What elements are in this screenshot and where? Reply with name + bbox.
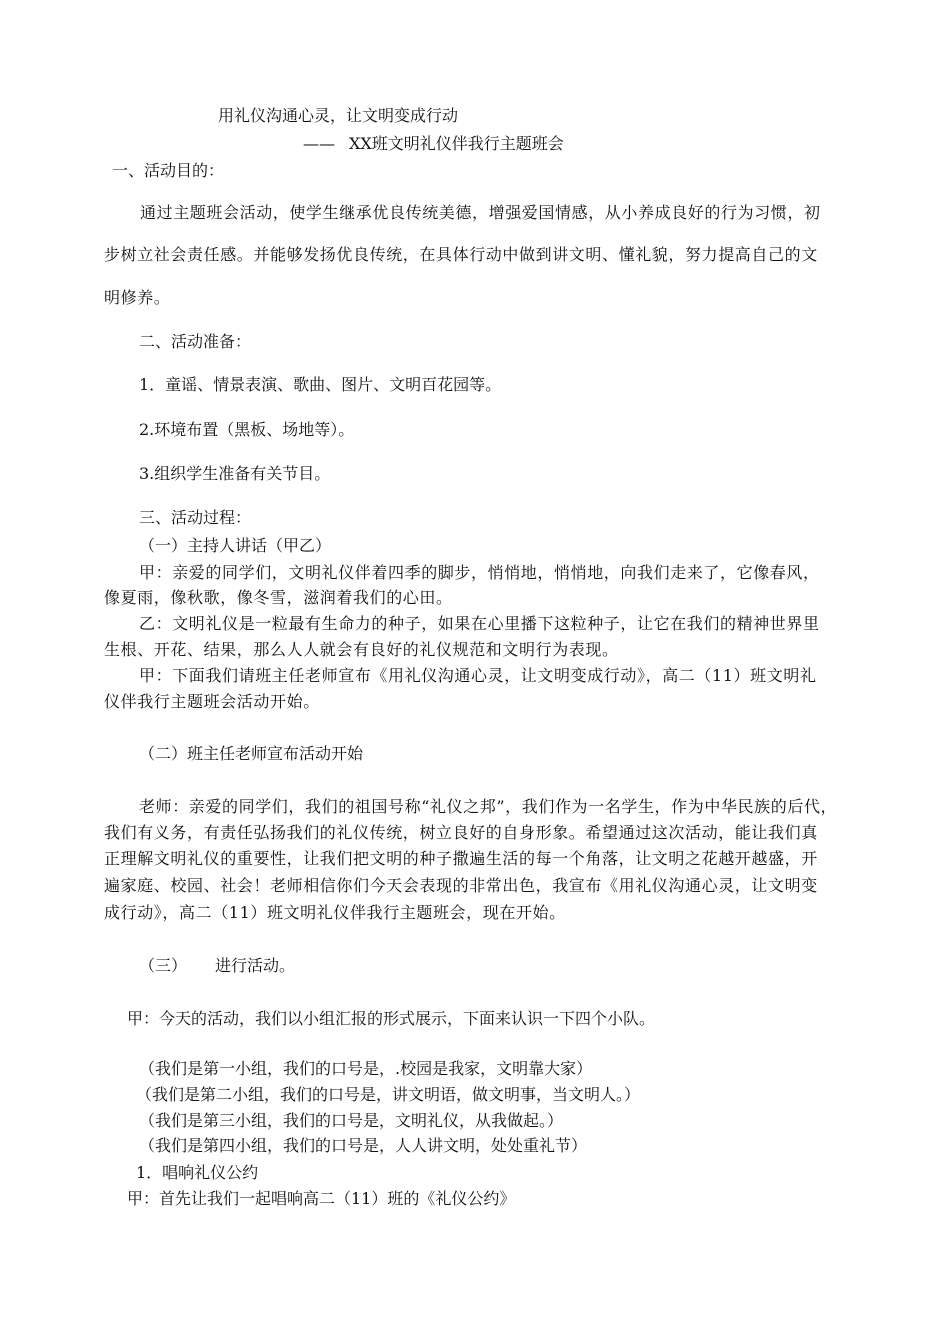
prep-item-3: 3.组织学生准备有关节目。 xyxy=(139,464,331,483)
subsection-1-heading: （一）主持人讲话（甲乙） xyxy=(139,536,332,555)
host-b-line2: 生根、开花、结果，那么人人就会有良好的礼仪规范和文明行为表现。 xyxy=(104,640,619,659)
teacher-line1: 老师：亲爱的同学们，我们的祖国号称“礼仪之邦”，我们作为一名学生，作为中华民族的后代， xyxy=(139,797,838,816)
host-a3-line: 甲：今天的活动，我们以小组汇报的形式展示，下面来认识一下四个小队。 xyxy=(127,1009,656,1028)
section1-heading: 一、活动目的： xyxy=(112,161,225,180)
group-3-slogan: （我们是第三小组，我们的口号是，文明礼仪，从我做起。） xyxy=(139,1111,564,1130)
subsection-3-heading xyxy=(139,956,295,976)
group-4-slogan: （我们是第四小组，我们的口号是，人人讲文明，处处重礼节） xyxy=(139,1136,588,1155)
step-1-heading: 1．唱响礼仪公约 xyxy=(136,1163,259,1182)
document-subtitle xyxy=(303,134,564,154)
group-1-slogan: （我们是第一小组，我们的口号是，.校园是我家，文明靠大家） xyxy=(139,1059,593,1078)
subsection-3-text: 进行活动。 xyxy=(215,956,296,975)
host-b-line1: 乙：文明礼仪是一粒最有生命力的种子，如果在心里播下这粒种子，让它在我们的精神世界里 xyxy=(139,614,820,633)
teacher-line4: 遍家庭、校园、社会！老师相信你们今天会表现的非常出色，我宣布《用礼仪沟通心灵，让文明变 xyxy=(104,876,818,895)
subsection-2-heading: （二）班主任老师宣布活动开始 xyxy=(139,744,364,763)
host-a-line1: 甲：亲爱的同学们，文明礼仪伴着四季的脚步，悄悄地，悄悄地，向我们走来了，它像春风， xyxy=(139,563,820,582)
group-2-slogan: （我们是第二小组，我们的口号是，讲文明语，做文明事，当文明人。） xyxy=(136,1085,641,1104)
host-a4-line: 甲：首先让我们一起唱响高二（11）班的《礼仪公约》 xyxy=(127,1189,516,1208)
teacher-line5: 成行动》，高二（11）班文明礼仪伴我行主题班会，现在开始。 xyxy=(104,903,566,922)
section1-paragraph-line3: 明修养。 xyxy=(104,288,171,307)
teacher-line2: 我们有义务，有责任弘扬我们的礼仪传统，树立良好的自身形象。希望通过这次活动，能让我们真 xyxy=(104,823,818,842)
section1-paragraph-line1: 通过主题班会活动，使学生继承优良传统美德，增强爱国情感，从小养成良好的行为习惯，初 xyxy=(140,203,821,222)
teacher-line3: 正理解文明礼仪的重要性，让我们把文明的种子撒遍生活的每一个角落，让文明之花越开越盛，开 xyxy=(104,849,818,868)
prep-item-2: 2.环境布置（黑板、场地等）。 xyxy=(139,420,355,439)
host-a2-line2: 仪伴我行主题班会活动开始。 xyxy=(104,692,320,711)
host-a-line2: 像夏雨，像秋歌，像冬雪，滋润着我们的心田。 xyxy=(104,588,453,607)
section2-heading: 二、活动准备： xyxy=(139,332,252,351)
document-title: 用礼仪沟通心灵，让文明变成行动 xyxy=(218,106,459,125)
section1-paragraph-line2: 步树立社会责任感。并能够发扬优良传统，在具体行动中做到讲文明、懂礼貌，努力提高自己的文 xyxy=(104,245,818,264)
section3-heading: 三、活动过程： xyxy=(139,508,252,527)
subtitle-text: XX班文明礼仪伴我行主题班会 xyxy=(349,134,564,153)
prep-item-1: 1．童谣、情景表演、歌曲、图片、文明百花园等。 xyxy=(139,375,502,394)
subtitle-dash: —— xyxy=(303,134,335,153)
subsection-3-number: （三） xyxy=(139,956,188,975)
host-a2-line1: 甲：下面我们请班主任老师宣布《用礼仪沟通心灵，让文明变成行动》，高二（11）班文明礼 xyxy=(139,666,817,685)
